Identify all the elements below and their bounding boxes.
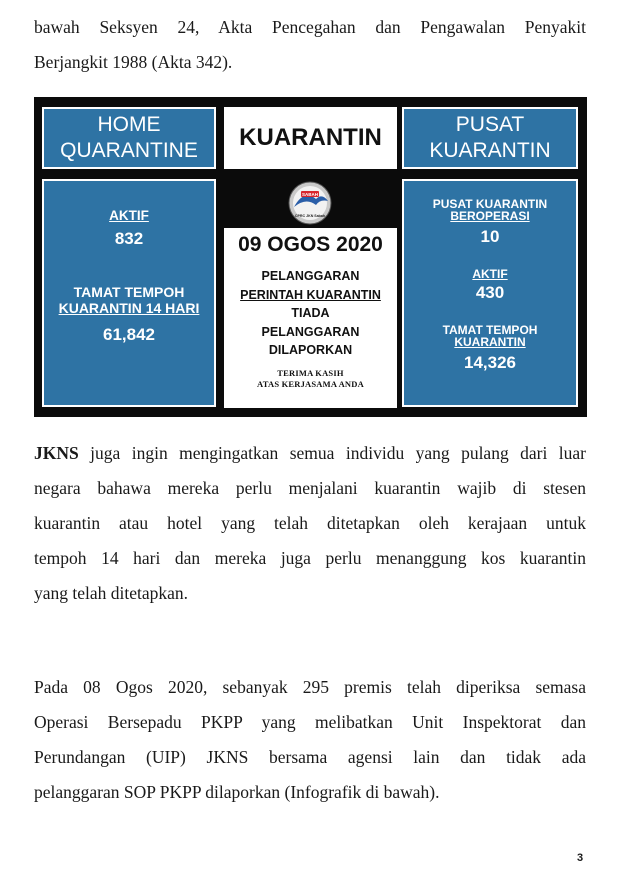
- notice-line: DILAPORKAN: [268, 343, 353, 357]
- pusat-beroperasi-label-1: PUSAT KUARANTIN: [432, 197, 548, 211]
- text-line: Perundangan (UIP) JKNS bersama agensi lain dan tidak ada: [34, 747, 586, 767]
- text-line: Operasi Bersepadu PKPP yang melibatkan Unit Inspektorat dan: [34, 712, 586, 732]
- pusat-tamat-label-2: KUARANTIN: [454, 335, 526, 349]
- center-notice: [224, 228, 397, 408]
- jkns-bold: JKNS: [34, 443, 79, 463]
- pusat-tamat-value: 14,326: [464, 353, 516, 372]
- notice-line: TIADA: [291, 306, 330, 320]
- home-aktif-value: 832: [114, 229, 144, 248]
- pusat-beroperasi-label-2: BEROPERASI: [450, 209, 530, 223]
- quarantine-infographic: [34, 97, 587, 417]
- text-line: [34, 436, 586, 471]
- home-tamat-value: 61,842: [103, 325, 155, 344]
- home-quarantine-title-1: HOME: [97, 113, 161, 136]
- home-tamat-label-1: TAMAT TEMPOH: [73, 284, 185, 300]
- logo-text-top: SABAH: [301, 192, 319, 197]
- pusat-kuarantin-header: [402, 107, 578, 169]
- text-line: Pada 08 Ogos 2020, sebanyak 295 premis telah diperiksa semasa: [34, 677, 586, 697]
- kuarantin-title: KUARANTIN: [239, 124, 382, 151]
- notice-line: PELANGGARAN: [261, 269, 360, 283]
- paragraph-intro: [34, 10, 586, 80]
- logo-text-bottom: CPRC JKN Sabah: [294, 214, 326, 218]
- home-quarantine-stats: [42, 179, 216, 407]
- text-line: kuarantin atau hotel yang telah ditetapkan oleh kerajaan untuk: [34, 513, 586, 533]
- thanks-line: ATAS KERJASAMA ANDA: [257, 378, 364, 389]
- kuarantin-header: [224, 107, 397, 169]
- pusat-tamat-label-1: TAMAT TEMPOH: [442, 323, 538, 337]
- page-number: 3: [577, 852, 584, 864]
- notice-date: 09 OGOS 2020: [238, 233, 383, 256]
- text-line: bawah Seksyen 24, Akta Pencegahan dan Pengawalan Penyakit: [34, 17, 586, 37]
- pusat-kuarantin-title-1: PUSAT: [455, 113, 525, 136]
- text-line: Berjangkit 1988 (Akta 342).: [34, 52, 233, 72]
- pusat-beroperasi-value: 10: [480, 227, 500, 246]
- pusat-aktif-value: 430: [475, 283, 505, 302]
- pusat-kuarantin-stats: [402, 179, 578, 407]
- paragraph-reminder: [34, 436, 586, 611]
- text-line: yang telah ditetapkan.: [34, 583, 189, 603]
- notice-line: PERINTAH KUARANTIN: [240, 287, 381, 302]
- text-line: pelanggaran SOP PKPP dilaporkan (Infografik di bawah).: [34, 782, 440, 802]
- home-quarantine-header: [42, 107, 216, 169]
- text-line: negara bahawa mereka perlu menjalani kuarantin wajib di stesen: [34, 478, 586, 498]
- pusat-aktif-label: AKTIF: [472, 267, 508, 281]
- pusat-kuarantin-title-2: KUARANTIN: [429, 139, 551, 162]
- notice-line: PELANGGARAN: [261, 324, 360, 339]
- home-tamat-label-2: KUARANTIN 14 HARI: [58, 300, 200, 316]
- paragraph-inspection: [34, 670, 586, 810]
- text-line: tempoh 14 hari dan mereka juga perlu menanggung kos kuarantin: [34, 548, 586, 568]
- text-span: juga ingin mengingatkan semua individu yang pulang dari luar: [78, 443, 586, 463]
- cprc-sabah-logo-icon: [286, 181, 334, 225]
- home-aktif-label: AKTIF: [109, 208, 149, 223]
- thanks-line: TERIMA KASIH: [277, 367, 344, 378]
- home-quarantine-title-2: QUARANTINE: [60, 139, 198, 162]
